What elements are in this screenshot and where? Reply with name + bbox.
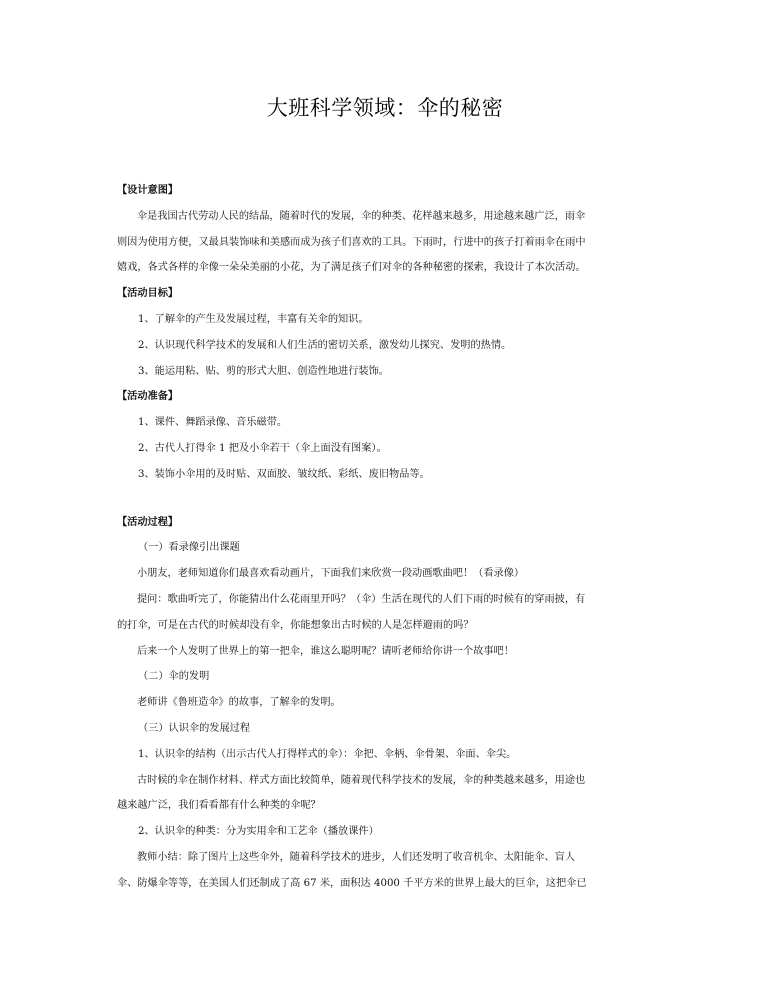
list-item: （一）看录像引出课题 bbox=[138, 542, 240, 554]
section-heading: 【活动目标】 bbox=[117, 287, 179, 300]
list-item: 3、能运用粘、贴、剪的形式大胆、创造性地进行装饰。 bbox=[138, 365, 389, 377]
list-item: （三）认识伞的发展过程 bbox=[138, 722, 251, 734]
list-item: 1、了解伞的产生及发展过程，丰富有关伞的知识。 bbox=[138, 313, 369, 325]
body-paragraph-line: 伞是我国古代劳动人民的结晶，随着时代的发展，伞的种类、花样越来越多，用途越来越广泛，雨伞 bbox=[137, 210, 586, 222]
list-item: 1、课件、舞蹈录像、音乐磁带。 bbox=[138, 417, 288, 429]
document-title: 大班科学领域：伞的秘密 bbox=[266, 96, 504, 120]
body-paragraph-line: 提问：歌曲听完了，你能猜出什么花雨里开吗？（伞）生活在现代的人们下雨的时候有的穿雨披，有 bbox=[137, 593, 586, 605]
section-heading: 【活动准备】 bbox=[117, 390, 179, 403]
list-item: 2、古代人打得伞 1 把及小伞若干（伞上面没有图案）。 bbox=[138, 442, 387, 454]
body-paragraph-line: 小朋友，老师知道你们最喜欢看动画片，下面我们来欣赏一段动画歌曲吧！（看录像） bbox=[137, 568, 525, 580]
list-item: 2、认识现代科学技术的发展和人们生活的密切关系，激发幼儿探究、发明的热情。 bbox=[138, 339, 512, 351]
section-heading: 【活动过程】 bbox=[117, 515, 179, 528]
list-item: 2、认识伞的种类：分为实用伞和工艺伞（播放课件） bbox=[138, 826, 379, 838]
document-body bbox=[117, 178, 657, 897]
list-item: 1、认识伞的结构（出示古代人打得样式的伞）：伞把、伞柄、伞骨架、伞面、伞尖。 bbox=[138, 748, 517, 760]
section-heading: 【设计意图】 bbox=[117, 184, 179, 196]
body-paragraph-line: 古时候的伞在制作材料、样式方面比较简单，随着现代科学技术的发展，伞的种类越来越多，用途也 bbox=[137, 774, 586, 786]
body-paragraph-line: 老师讲《鲁班造伞》的故事，了解伞的发明。 bbox=[137, 697, 341, 709]
body-paragraph-line: 越来越广泛，我们看看都有什么种类的伞呢？ bbox=[117, 800, 321, 812]
paragraph-spacer bbox=[117, 488, 657, 510]
body-paragraph-line: 教师小结：除了图片上这些伞外，随着科学技术的进步，人们还发明了收音机伞、太阳能伞、盲人 bbox=[137, 851, 576, 863]
body-paragraph-line: 后来一个人发明了世界上的第一把伞，谁这么聪明呢？请听老师给你讲一个故事吧！ bbox=[137, 645, 514, 657]
body-paragraph-line: 则因为使用方便，又最具装饰味和美感而成为孩子们喜欢的工具。下雨时，行进中的孩子打着雨伞在雨中 bbox=[117, 236, 586, 248]
list-item: （二）伞的发明 bbox=[138, 671, 210, 683]
body-paragraph-line: 嬉戏，各式各样的伞像一朵朵美丽的小花，为了满足孩子们对伞的各种秘密的探索，我设计了本次活动。 bbox=[117, 262, 586, 274]
list-item: 3、装饰小伞用的及时贴、双面胶、皱纹纸、彩纸、废旧物品等。 bbox=[138, 468, 430, 480]
body-paragraph-line: 的打伞，可是在古代的时候却没有伞，你能想象出古时候的人是怎样避雨的吗？ bbox=[117, 619, 474, 631]
body-paragraph-line: 伞、防爆伞等等，在美国人们还制成了高 67 米，面积达 4000 千平方米的世界上最大的巨伞，这把伞已 bbox=[117, 877, 587, 889]
